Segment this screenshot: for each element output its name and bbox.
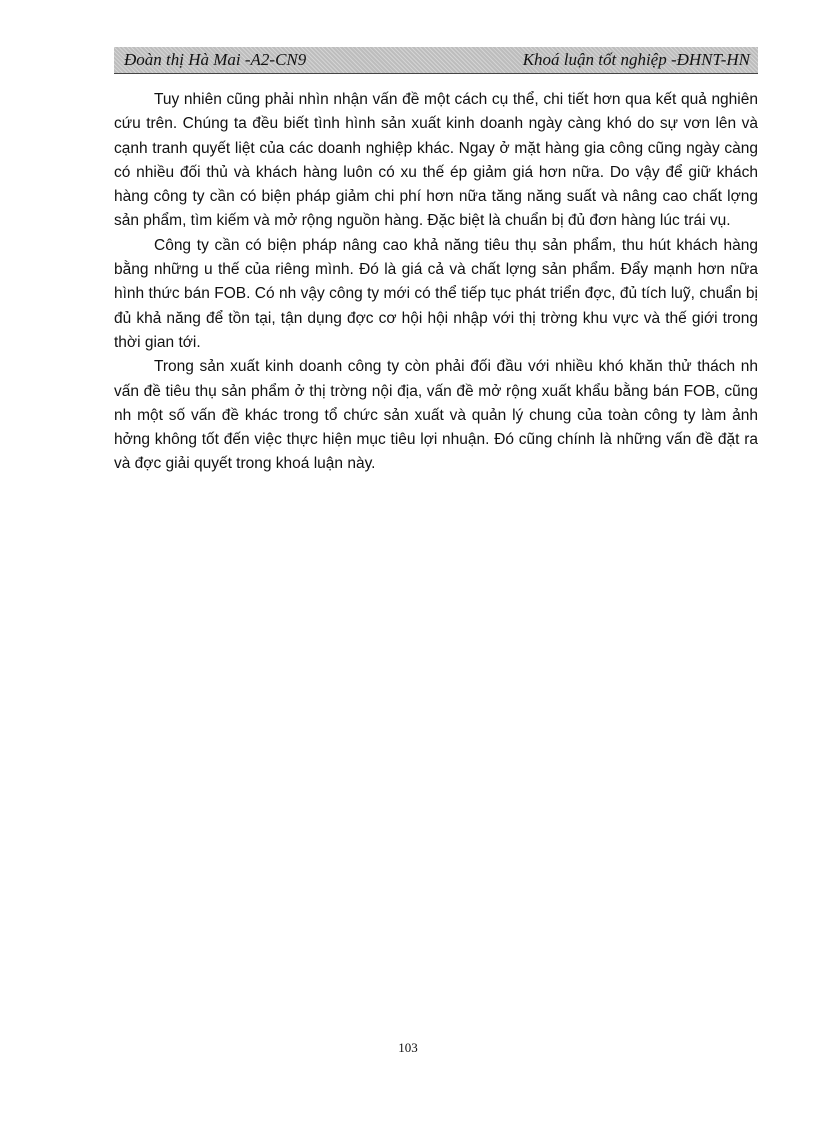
body-text: [114, 88, 758, 477]
page-header: [114, 47, 758, 74]
header-thesis-title: Khoá luận tốt nghiệp -ĐHNT-HN: [522, 50, 750, 69]
paragraph-3: Trong sản xuất kinh doanh công ty còn phải đối đầu với nhiều khó khăn thử thách nh vấn đề tiêu thụ sản phẩm ở thị trờng nội địa, vấn đề mở rộng xuất khẩu bằng bán FOB, cũng nh một số vấn đề khác trong tổ chức sản xuất và quản lý chung của toàn công ty làm ảnh hởng không tốt đến việc thực hiện mục tiêu lợi nhuận. Đó cũng chính là những vấn đề đặt ra và đợc giải quyết trong khoá luận này.: [114, 358, 758, 473]
paragraph-2: Công ty cần có biện pháp nâng cao khả năng tiêu thụ sản phẩm, thu hút khách hàng bằng những u thế của riêng mình. Đó là giá cả và chất lợng sản phẩm. Đẩy mạnh hơn nữa hình thức bán FOB. Có nh vậy công ty mới có thể tiếp tục phát triển đợc, đủ tích luỹ, chuẩn bị đủ khả năng để tồn tại, tận dụng đợc cơ hội hội nhập với thị trờng khu vực và thế giới trong thời gian tới.: [114, 236, 758, 351]
page-number: 103: [398, 1040, 418, 1055]
paragraph-1: Tuy nhiên cũng phải nhìn nhận vấn đề một cách cụ thể, chi tiết hơn qua kết quả nghiên cứu trên. Chúng ta đều biết tình hình sản xuất kinh doanh ngày càng khó do sự vơn lên và cạnh tranh quyết liệt của các doanh nghiệp khác. Ngay ở mặt hàng gia công cũng ngày càng có nhiều đối thủ và khách hàng luôn có xu thế ép giảm giá hơn nữa. Do vậy để giữ khách hàng công ty cần có biện pháp giảm chi phí hơn nữa tăng năng suất và nâng cao chất lợng sản phẩm, tìm kiếm và mở rộng nguồn hàng. Đặc biệt là chuẩn bị đủ đơn hàng lúc trái vụ.: [114, 91, 758, 230]
header-author: Đoàn thị Hà Mai -A2-CN9: [124, 50, 307, 69]
